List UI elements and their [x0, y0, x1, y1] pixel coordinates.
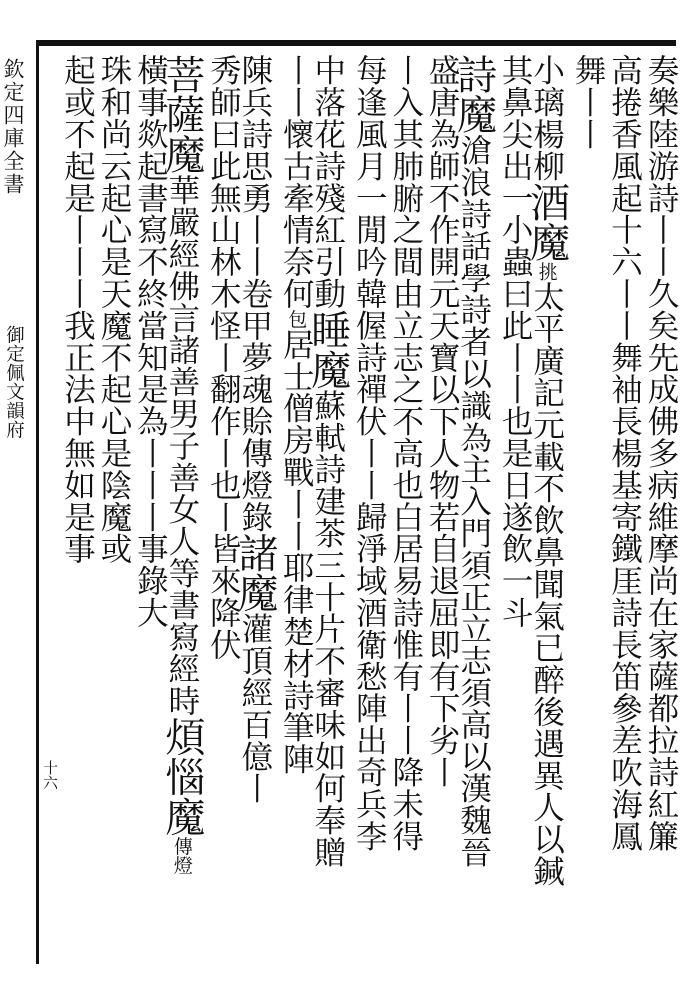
text-column — [158, 54, 205, 875]
column-text: 珠和尚云起心是天魔不起心是陰魔或 — [95, 54, 132, 565]
column-text: 舞丨丨 — [570, 54, 607, 150]
text-column — [304, 54, 351, 868]
margin-book-title: 御定佩文韻府 — [3, 325, 25, 439]
text-column — [350, 54, 388, 852]
annotation-text: 包 — [285, 309, 308, 329]
headword: 詩魔 — [450, 54, 497, 134]
column-text: 灌頂經百億丨 — [236, 612, 273, 804]
column-text: 錄大 — [132, 564, 169, 629]
text-column — [496, 54, 534, 629]
column-text: 居士僧房戰丨丨耶律楚材詩筆陣 — [278, 328, 315, 775]
column-text: 蘇軾詩建茶三十片不審味如何奉贈 — [309, 389, 346, 868]
column-text: 丨皆來降伏 — [205, 500, 242, 661]
text-column — [277, 54, 315, 775]
annotation-text: 傳燈 — [170, 836, 193, 875]
text-column — [423, 54, 461, 788]
column-text: 丨丨懷古牽情奈何 — [278, 54, 315, 310]
column-text: 每逢風月一閒吟韓偓詩禪伏丨丨歸淨域酒衛愁陣出奇兵李 — [351, 54, 388, 852]
folio-number: 十六 — [41, 760, 59, 790]
column-text: 橫事欻起書寫不終當知是為丨丨丨事 — [132, 54, 169, 565]
column-text: 滄浪詩話學詩者以識為主入門須正立志須高以漢魏晉 — [455, 134, 492, 868]
text-column — [642, 54, 679, 852]
annotation-text: 挑 — [535, 261, 558, 281]
headword: 諸魔 — [231, 532, 278, 613]
text-column — [94, 54, 132, 565]
headword: 酒魔 — [523, 181, 570, 262]
headword: 睡魔 — [304, 309, 351, 390]
column-text: 小璃楊柳 — [528, 54, 565, 182]
margin-rule — [36, 44, 39, 964]
column-text: 太平廣記元載不飲鼻聞氣已醉後遇異人以鍼 — [528, 280, 565, 887]
text-column — [569, 54, 607, 150]
text-column — [58, 54, 96, 565]
column-text: 盛唐為師不作開元天寶以下人物若自退屈即有下劣丨 — [424, 54, 461, 788]
headword: 菩薩魔 — [158, 54, 205, 174]
text-column — [605, 54, 643, 852]
column-text: 起或不起是丨丨丨我正法中無如是事 — [59, 54, 96, 565]
column-text: 秀師曰此無山林木怪丨翻作丨也 — [205, 54, 242, 501]
text-column — [450, 54, 497, 868]
column-text: 中落花詩殘紅引動 — [309, 54, 346, 310]
text-column — [523, 54, 570, 887]
column-text: 奏樂陸游詩丨丨久矣先成佛多病維摩尚在家薩都拉詩紅簾 — [642, 54, 679, 852]
column-text: 陳兵詩思勇丨丨卷甲夢魂賒傳燈錄 — [236, 54, 273, 533]
headword: 煩惱魔 — [158, 716, 205, 837]
text-column — [386, 54, 424, 852]
top-border-rule — [36, 40, 676, 46]
column-text: 高捲香風起十六丨丨舞袖長楊基寄鐵厓詩長笛參差吹海鳳 — [606, 54, 643, 852]
margin-book-series-title: 欽定四庫全書 — [1, 58, 25, 196]
column-text: 其鼻尖出一小蟲曰此丨丨也是日遂飲一斗 — [497, 54, 534, 629]
text-column — [204, 54, 242, 661]
column-text: 丨入其肺腑之間由立志之不高也白居易詩惟有丨丨降未得 — [387, 54, 424, 852]
text-column — [231, 54, 278, 804]
column-text: 華嚴經佛言諸善男子善女人等書寫經時 — [163, 174, 200, 717]
text-column — [131, 54, 169, 629]
